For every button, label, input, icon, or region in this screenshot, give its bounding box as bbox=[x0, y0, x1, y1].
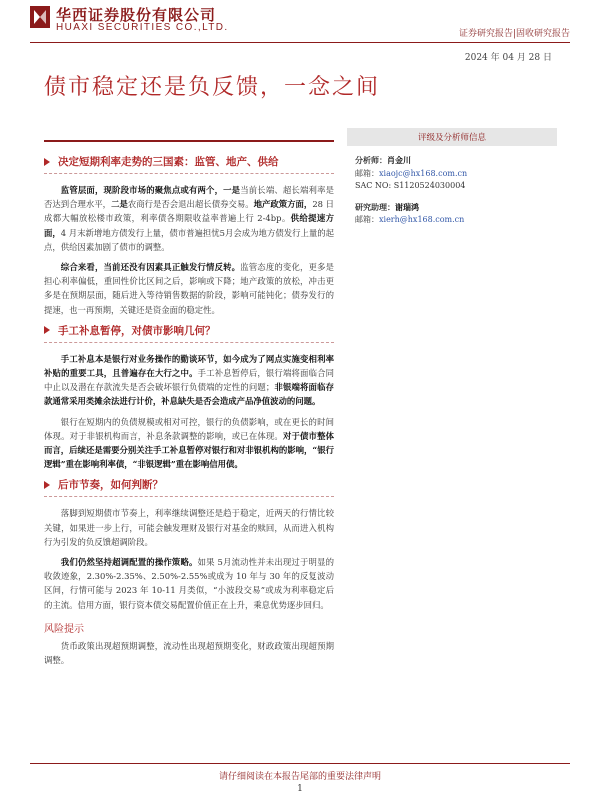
analyst-email-link[interactable]: xiaojc@hx168.com.cn bbox=[379, 168, 468, 178]
sidebar-heading: 评级及分析师信息 bbox=[347, 128, 557, 146]
footer-divider bbox=[30, 763, 570, 764]
section-heading-1 bbox=[44, 154, 334, 169]
assistant-email-link[interactable]: xierh@hx168.com.cn bbox=[379, 215, 465, 224]
assistant-email-line bbox=[355, 214, 557, 227]
triangle-bullet-icon bbox=[44, 481, 50, 489]
paragraph bbox=[44, 352, 334, 409]
paragraph-bold: 对于债市整体而言，后续还是需要分别关注手工补息暂停对银行和对非银机构的影响，“银行逻辑”重在影响利率债，“非银逻辑”重在影响信用债。 bbox=[44, 430, 334, 470]
section-divider bbox=[44, 173, 334, 175]
paragraph-text: 监管态度的变化，更多是担心利率偏低，重回性价比区间之后，影响或下降；地产政策的放松，冲击更多是在预期层面，随后进入等待销售数据的阶段，影响可能钝化；债券发行的提速，也一再预期，关键还是资金面的稳定性。 bbox=[44, 262, 335, 315]
triangle-bullet-icon bbox=[44, 158, 50, 166]
section-heading-3 bbox=[44, 477, 334, 492]
assistant-name: 谢瑞鸿 bbox=[395, 201, 419, 212]
footer-disclaimer: 请仔细阅读在本报告尾部的重要法律声明 bbox=[218, 772, 381, 782]
paragraph-text: 4 月末新增地方债发行上量，债市普遍担忧5月会成为地方债发行上量的起点，供给因素加剧了债市的调整。 bbox=[44, 227, 335, 252]
email-label: 邮箱： bbox=[355, 168, 379, 178]
paragraph-text: 农商行是否会退出超长债券交易。 bbox=[127, 199, 254, 210]
section-heading-text: 决定短期利率走势的三国素：监管、地产、供给 bbox=[58, 156, 279, 168]
report-title: 债市稳定还是负反馈，一念之间 bbox=[44, 75, 381, 100]
paragraph-text: 如果 5月流动性并未出现过于明显的收敛迹象，2.30%-2.35%、2.50%-2.55%或成为 10 年与 30 年的反复波动区间，行情可能与 2023 年 10-11 月类似，“小波段交易”或成为利率稳定后的主流。信用方面，银行资本债交易配置价值正在上升，乘息优势逐步回归。 bbox=[44, 557, 334, 610]
paragraph-bold: 监管层面，现阶段市场的聚焦点或有两个，一是 bbox=[60, 185, 241, 195]
paragraph-bold: 我们仍然坚持超调配置的操作策略。 bbox=[60, 557, 198, 568]
paragraph bbox=[44, 555, 334, 612]
triangle-bullet-icon bbox=[44, 326, 50, 334]
paragraph-text: 手工补息暂停后，银行端将面临合同中止以及潜在存款流失是否会破坏银行负债端的定性的问题； bbox=[44, 368, 335, 393]
main-content bbox=[44, 140, 334, 673]
assistant-label: 研究助理： bbox=[355, 201, 395, 212]
company-name-en: HUAXI SECURITIES CO.,LTD. bbox=[56, 22, 229, 33]
section-divider bbox=[44, 496, 334, 498]
section-heading-2 bbox=[44, 323, 334, 338]
email-label: 邮箱： bbox=[355, 215, 379, 224]
sac-number: SAC NO: S1120524030004 bbox=[355, 181, 466, 190]
analyst-label: 分析师： bbox=[355, 155, 387, 165]
paragraph-text: 当前长端、超长端利率是否达到合理水平， bbox=[44, 185, 335, 210]
paragraph-bold: 非银端将面临存款通常采用类摊余法进行计价，补息缺失是否会造成产品净值波动的问题。 bbox=[44, 382, 335, 407]
company-name-cn: 华西证券股份有限公司 bbox=[56, 6, 217, 24]
paragraph-text: 28 日成都大幅放松楼市政策，利率债各期限收益率普遍上行 2-4bp。 bbox=[44, 199, 335, 224]
paragraph-text: 银行在短期内的负债规模或相对可控，银行的负债影响，或在更长的时间体现。对于非银机构而言，补息条款调整的影响，或已在体现。 bbox=[44, 416, 334, 441]
spacer bbox=[347, 193, 557, 201]
paragraph-bold: 地产政策方面， bbox=[253, 199, 313, 210]
analyst-email-line bbox=[355, 168, 557, 181]
page-number: 1 bbox=[297, 784, 303, 794]
paragraph-bold: 综合来看，当前还没有因素具正触发行情反转。 bbox=[60, 262, 241, 273]
company-logo-icon bbox=[30, 6, 50, 28]
paragraph bbox=[44, 260, 334, 317]
section-heading-text: 后市节奏，如何判断？ bbox=[58, 479, 163, 492]
report-type: 证券研究报告|固收研究报告 bbox=[458, 29, 570, 39]
risk-paragraph: 货币政策出现超预期调整，流动性出现超预期变化，财政政策出现超预期调整。 bbox=[44, 640, 334, 666]
section-heading-text: 手工补息暂停，对债市影响几何？ bbox=[58, 324, 216, 337]
paragraph bbox=[44, 506, 334, 549]
analyst-sidebar bbox=[347, 128, 557, 227]
assistant-line bbox=[355, 201, 557, 215]
paragraph bbox=[44, 415, 334, 472]
content-top-divider bbox=[44, 140, 334, 142]
paragraph-text: 落脚到短期债市节奏上，利率继续调整还是趋于稳定，近两天的行情比较关键，如果进一步上行，可能会触发理财及银行对基金的赎回，从而进入机构行为引发的负反馈超调阶段。 bbox=[44, 508, 334, 547]
header-divider bbox=[30, 42, 570, 43]
analyst-name: 肖金川 bbox=[387, 155, 411, 165]
spacer bbox=[347, 146, 557, 154]
risk-heading: 风险提示 bbox=[44, 623, 84, 635]
report-date: 2024 年 04 月 28 日 bbox=[464, 53, 552, 63]
section-divider bbox=[44, 342, 334, 344]
paragraph-bold: 供给提速方面， bbox=[44, 213, 335, 238]
analyst-line bbox=[355, 154, 557, 168]
paragraph bbox=[44, 183, 334, 254]
paragraph-bold: 二是 bbox=[111, 199, 128, 210]
paragraph-bold: 手工补息本是银行对业务操作的勤谈环节，如今成为了网点实施变相利率补贴的重要工具，且普遍存在大行之中。 bbox=[44, 353, 334, 379]
